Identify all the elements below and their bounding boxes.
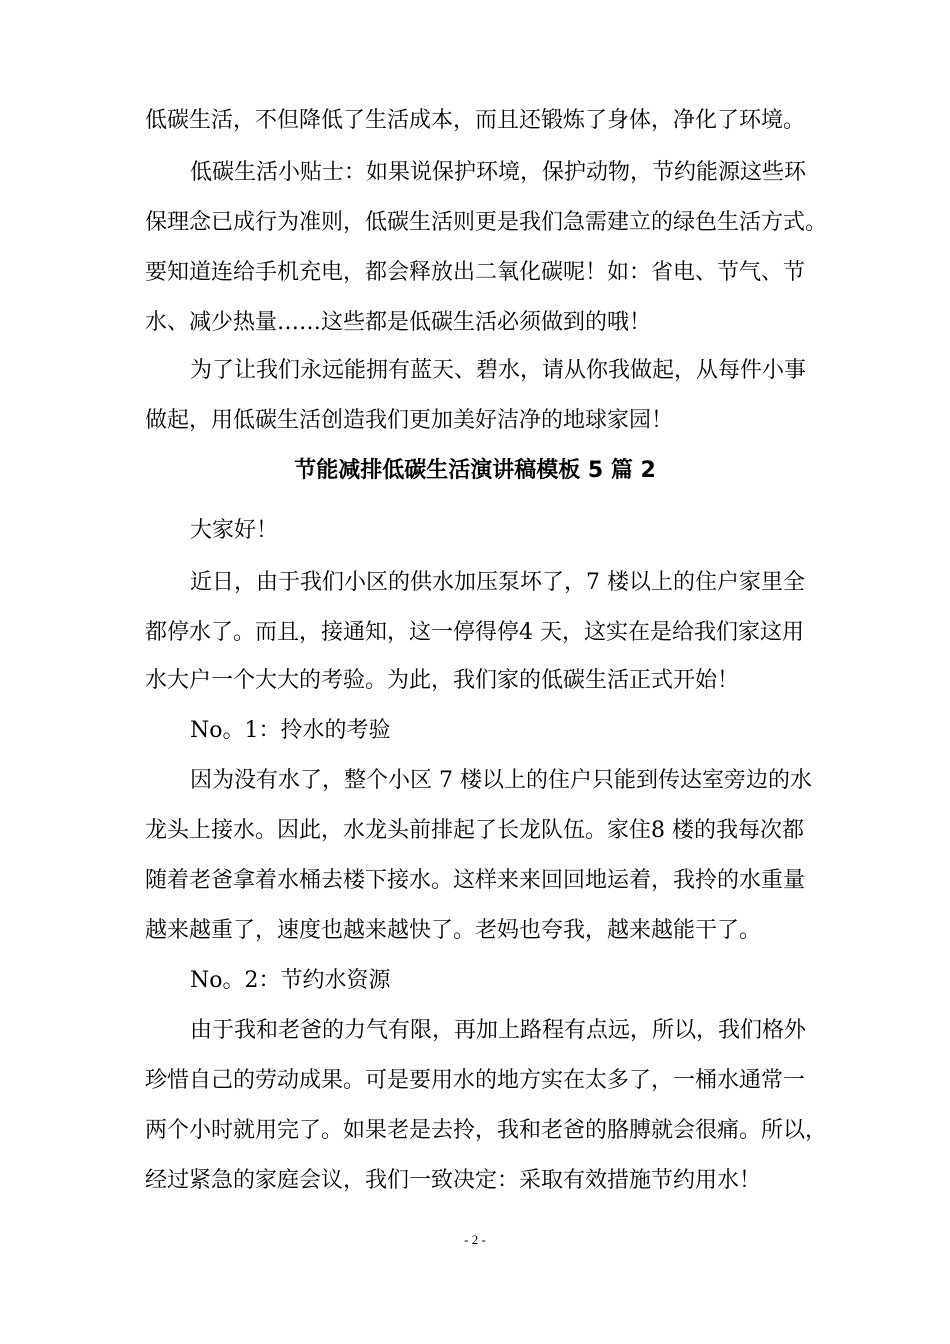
paragraph-line: 大家好！ — [190, 518, 279, 543]
paragraph-line: 因为没有水了，整个小区 7 楼以上的住户只能到传达室旁边的水 — [190, 768, 812, 793]
paragraph-line: 近日，由于我们小区的供水加压泵坏了，7 楼以上的住户家里全 — [190, 570, 805, 595]
subheading-line: No。1：拎水的考验 — [190, 718, 391, 743]
paragraph-line: 做起，用低碳生活创造我们更加美好洁净的地球家园！ — [145, 408, 674, 433]
paragraph-line: 水、减少热量……这些都是低碳生活必须做到的哦！ — [145, 310, 652, 335]
paragraph-line: 随着老爸拿着水桶去楼下接水。这样来来回回地运着，我拎的水重量 — [145, 868, 806, 893]
paragraph-line: 由于我和老爸的力气有限，再加上路程有点远，所以，我们格外 — [190, 1018, 807, 1043]
page-number: - 2 - — [464, 1232, 486, 1247]
paragraph-line: 为了让我们永远能拥有蓝天、碧水，请从你我做起，从每件小事 — [190, 358, 807, 383]
paragraph-line: 珍惜自己的劳动成果。可是要用水的地方实在太多了，一桶水通常一 — [145, 1068, 806, 1093]
paragraph-line: 要知道连给手机充电，都会释放出二氧化碳呢！如：省电、节气、节 — [145, 260, 806, 285]
paragraph-line: 低碳生活小贴士：如果说保护环境，保护动物，节约能源这些环 — [190, 160, 807, 185]
paragraph-line: 水大户一个大大的考验。为此，我们家的低碳生活正式开始！ — [145, 668, 740, 693]
paragraph-line: 两个小时就用完了。如果老是去拎，我和老爸的胳膊就会很痛。所以， — [145, 1118, 828, 1143]
paragraph-line: 保理念已成行为准则，低碳生活则更是我们急需建立的绿色生活方式。 — [145, 210, 828, 235]
paragraph-line: 都停水了。而且，接通知，这一停得停4 天，这实在是给我们家这用 — [145, 620, 804, 645]
paragraph-line: 低碳生活，不但降低了生活成本，而且还锻炼了身体，净化了环境。 — [145, 108, 806, 133]
subheading-line: No。2：节约水资源 — [190, 968, 391, 993]
section-title: 节能减排低碳生活演讲稿模板 5 篇 2 — [294, 458, 656, 483]
paragraph-line: 龙头上接水。因此，水龙头前排起了长龙队伍。家住8 楼的我每次都 — [145, 818, 804, 843]
paragraph-line: 经过紧急的家庭会议，我们一致决定：采取有效措施节约用水！ — [145, 1168, 762, 1193]
paragraph-line: 越来越重了，速度也越来越快了。老妈也夸我，越来越能干了。 — [145, 918, 762, 943]
